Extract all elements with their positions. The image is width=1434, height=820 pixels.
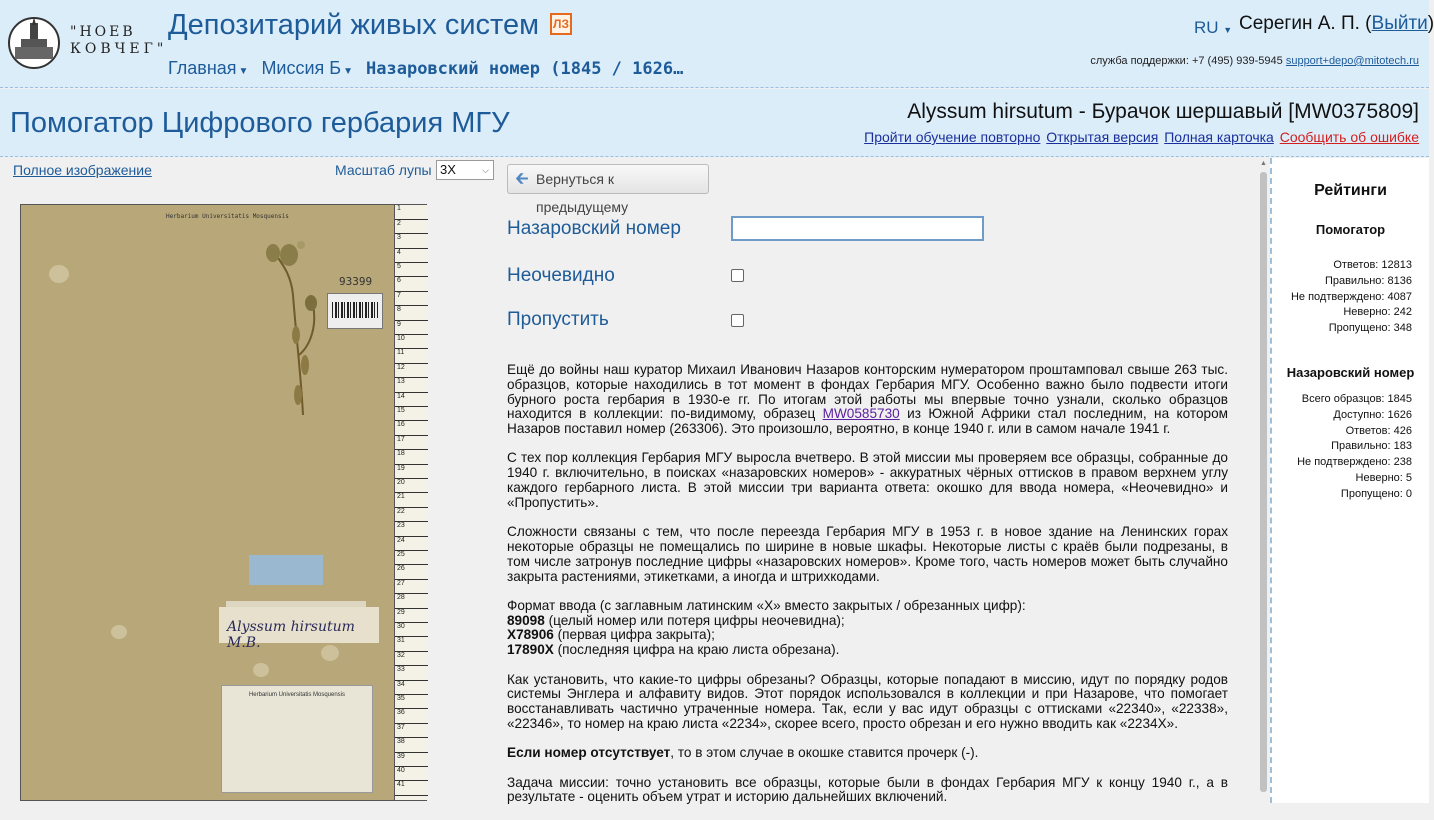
zoom-label: Масштаб лупы: [335, 162, 432, 178]
logo-text[interactable]: "НОЕВ КОВЧЕГ": [70, 24, 168, 57]
ruler-tick: 7: [395, 292, 428, 306]
ruler-tick: 24: [395, 537, 428, 551]
ruler-tick: 11: [395, 349, 428, 363]
sheet-header-stamp: Herbarium Universitatis Mosquensis: [166, 213, 289, 220]
ratings-panel: [1270, 158, 1429, 803]
barcode-label: [327, 293, 383, 329]
description-paragraph: Ещё до войны наш куратор Михаил Иванович Назаров конторским нумератором проштамповал свыше 263 тыс. образцов, которые находились в тот момент в фондах Гербария МГУ. Особенно важно было подвести итоги бурного роста гербария в 1930-е гг. По итогам этой работы мы впервые точно узнали, сколько образцов находится в коллекции: по-видимому, образец MW0585730 из Южной Африки стал последним, на котором Назаров поставил номер (263306). Это произошло, вероятно, в конце 1940 г. или в самом начале 1941 г.: [507, 362, 1228, 437]
ruler-tick: 21: [395, 493, 428, 507]
top-header: [0, 0, 1434, 88]
ruler-tick: 15: [395, 407, 428, 421]
stain: [253, 663, 269, 677]
ruler-tick: 25: [395, 551, 428, 565]
ruler-tick: 30: [395, 623, 428, 637]
report-error-link[interactable]: Сообщить об ошибке: [1279, 129, 1419, 145]
pomogator-stats: Ответов: 12813 Правильно: 8136 Не подтверждено: 4087 Неверно: 242 Пропущено: 348: [1290, 259, 1412, 335]
full-card-link[interactable]: Полная карточка: [1164, 129, 1274, 145]
ruler-tick: 18: [395, 450, 428, 464]
support-info: служба поддержки: +7 (495) 939-5945 support+depo@mitotech.ru: [1090, 55, 1419, 67]
logout-link[interactable]: Выйти: [1371, 13, 1428, 34]
ruler-tick: 29: [395, 609, 428, 623]
retrain-link[interactable]: Пройти обучение повторно: [864, 129, 1041, 145]
caret-down-icon: ▼: [238, 66, 249, 77]
nazarov-number-input[interactable]: [731, 216, 984, 241]
species-title: Alyssum hirsutum - Бурачок шершавый [MW0375809]: [907, 100, 1419, 123]
ruler-tick: 1: [395, 205, 428, 219]
specimen-links: [862, 129, 1419, 145]
plant-drawing: [21, 205, 391, 505]
unclear-checkbox[interactable]: [731, 269, 744, 282]
nazarov-stats: Всего образцов: 1845 Доступно: 1626 Ответов: 426 Правильно: 183 Не подтверждено: 238 Неверно: 5 Пропущено: 0: [1297, 393, 1412, 500]
zoom-select[interactable]: 3X ⌵: [436, 160, 494, 180]
ruler-tick: 36: [395, 709, 428, 723]
nazarov-number-label: Назаровский номер: [507, 218, 681, 239]
ruler-tick: 13: [395, 378, 428, 392]
ruler-tick: 39: [395, 753, 428, 767]
skip-checkbox[interactable]: [731, 314, 744, 327]
language-selector[interactable]: RU ▼: [1194, 18, 1233, 37]
page-title: Помогатор Цифрового гербария МГУ: [10, 107, 510, 139]
description-paragraph: Сложности связаны с тем, что после переезда Гербария МГУ в 1953 г. в новое здание на Ленинских горах некоторые образцы не помещались по ширине в новые шкафы. Некоторые листы с краёв были подрезаны, в том числе затронув последние цифры «назаровских номеров». Кроме того, часть номеров может быть случайно закрыта растениями, этикетками, а иногда и штрихкодами.: [507, 524, 1228, 584]
stain: [321, 645, 339, 661]
description-paragraph: С тех пор коллекция Гербария МГУ выросла вчетверо. В этой миссии мы проверяем все образцы, собранные до 1940 г. включительно, в поисках «назаровских номеров» - аккуратных чёрных оттисков в правом верхнем углу каждого гербарного листа. В этой миссии три варианта ответа: окошко для ввода номера, «Неочевидно» и «Пропустить».: [507, 450, 1228, 510]
ruler-tick: 19: [395, 465, 428, 479]
ruler-tick: 28: [395, 594, 428, 608]
description-paragraph: Как установить, что какие-то цифры обрезаны? Образцы, которые попадают в миссию, идут по порядку родов системы Энглера и алфавиту видов. Этот порядок использовался в коллекции и при Назарове, что помогает восстанавливать частично утраченные номера. Так, если у вас идут образцы с оттисками «22340», «22338», «22346», то номер на краю листа «2234», скорее всего, просто обрезан и его нужно вводить как «2234X».: [507, 671, 1228, 731]
specimen-panel: [0, 158, 500, 803]
ruler: [394, 205, 427, 800]
scroll-up-icon[interactable]: ▲: [1260, 160, 1267, 167]
specimen-link[interactable]: MW0585730: [822, 406, 900, 422]
handwritten-label: Alyssum hirsutum M.B.: [219, 607, 379, 643]
specimen-number: 93399: [339, 275, 373, 288]
chevron-down-icon: ⌵: [482, 165, 489, 175]
ruler-tick: 9: [395, 321, 428, 335]
ruler-tick: 22: [395, 508, 428, 522]
ruler-tick: 10: [395, 335, 428, 349]
open-version-link[interactable]: Открытая версия: [1046, 129, 1159, 145]
caret-down-icon: ▼: [1223, 25, 1233, 35]
mission-panel: [500, 158, 1258, 803]
specimen-image[interactable]: [20, 204, 427, 801]
ruler-tick: 26: [395, 565, 428, 579]
ruler-tick: 12: [395, 364, 428, 378]
pomogator-rating-title: Помогатор: [1315, 222, 1386, 237]
full-image-link[interactable]: Полное изображение: [13, 162, 152, 178]
ruler-tick: 31: [395, 637, 428, 651]
back-arrow-icon: 🡰: [515, 169, 529, 188]
ratings-title: Рейтинги: [1314, 182, 1387, 199]
ruler-tick: 35: [395, 695, 428, 709]
ruler-tick: 17: [395, 436, 428, 450]
description-paragraph: Если номер отсутствует, то в этом случае в окошке ставится прочерк (-).: [507, 745, 979, 761]
support-email-link[interactable]: support+depo@mitotech.ru: [1285, 55, 1419, 67]
unclear-label: Неочевидно: [507, 265, 615, 286]
format-section: Формат ввода (с заглавным латинским «X» вместо закрытых / обрезанных цифр): 89098 (целый номер или потеря цифры неочевидна); X78906 (первая цифра закрыта); 17890X (последняя цифра на краю листа обрезана).: [507, 597, 1026, 658]
ruler-tick: 27: [395, 580, 428, 594]
ruler-tick: 6: [395, 277, 428, 291]
scrollbar-thumb[interactable]: [1260, 172, 1267, 792]
ruler-tick: 16: [395, 421, 428, 435]
ruler-tick: 41: [395, 781, 428, 795]
description-paragraph: Задача миссии: точно установить все образцы, которые были в фондах Гербария МГУ к концу 1940 г., а в результате - оценить объем утрат и историю дальнейших включений.: [507, 774, 1228, 805]
ruler-tick: 37: [395, 724, 428, 738]
breadcrumb: [168, 58, 683, 79]
nav-current-mission[interactable]: Назаровский номер (1845 / 1626…: [366, 59, 684, 79]
ruler-tick: 3: [395, 234, 428, 248]
ruler-tick: 32: [395, 652, 428, 666]
back-button[interactable]: 🡰 Вернуться к предыдущему: [507, 164, 709, 194]
user-name[interactable]: Серегин А. П.: [1239, 13, 1360, 34]
envelope: [249, 555, 323, 585]
msu-logo-icon[interactable]: [7, 15, 62, 72]
user-info: Серегин А. П. (Выйти): [1239, 13, 1434, 34]
ruler-tick: 5: [395, 263, 428, 277]
ruler-tick: 38: [395, 738, 428, 752]
ruler-tick: 23: [395, 522, 428, 536]
nav-mission-b[interactable]: Миссия Б ▼: [261, 58, 354, 78]
scrollbar[interactable]: [1258, 158, 1269, 803]
ruler-tick: 14: [395, 393, 428, 407]
site-title[interactable]: Депозитарий живых систем: [168, 9, 540, 41]
society-label: Herbarium Universitatis Mosquensis: [221, 685, 373, 793]
caret-down-icon: ▼: [343, 66, 354, 77]
ruler-tick: 2: [395, 220, 428, 234]
ruler-tick: 20: [395, 479, 428, 493]
skip-label: Пропустить: [507, 309, 609, 330]
ruler-tick: 33: [395, 666, 428, 680]
sub-header: [0, 89, 1429, 157]
nazarov-rating-title: Назаровский номер: [1286, 365, 1415, 380]
stain: [111, 625, 127, 639]
ruler-tick: 8: [395, 306, 428, 320]
ruler-tick: 34: [395, 681, 428, 695]
nav-home[interactable]: Главная ▼: [168, 58, 249, 78]
mission-description: [507, 363, 1228, 820]
livejournal-icon[interactable]: ЛЗ: [550, 13, 572, 35]
ruler-tick: 4: [395, 249, 428, 263]
ruler-tick: 40: [395, 767, 428, 781]
